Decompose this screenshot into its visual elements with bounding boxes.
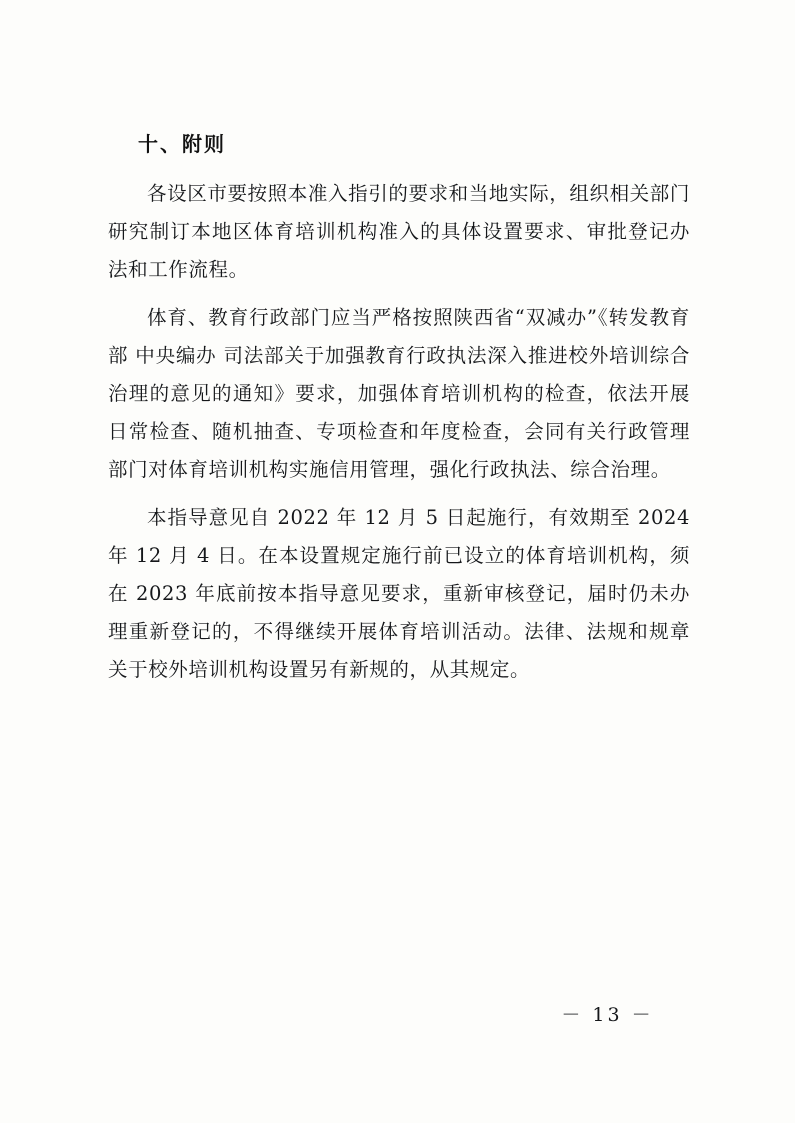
document-body <box>108 128 690 689</box>
section-heading: 十、附则 <box>138 132 226 156</box>
paragraph-2: 体育、教育行政部门应当严格按照陕西省“双减办”《转发教育部 中央编办 司法部关于加强教育行政执法深入推进校外培训综合治理的意见的通知》要求，加强体育培训机构的检查，依法开展日常检查、随机抽查、专项检查和年度检查，会同有关行政管理部门对体育培训机构实施信用管理，强化行政执法、综合治理。 <box>108 306 690 481</box>
page-number: － 13 － <box>561 1004 654 1026</box>
paragraph-1: 各设区市要按照本准入指引的要求和当地实际，组织相关部门研究制订本地区体育培训机构准入的具体设置要求、审批登记办法和工作流程。 <box>108 182 690 281</box>
paragraph-3: 本指导意见自 2022 年 12 月 5 日起施行，有效期至 2024 年 12 月 4 日。在本设置规定施行前已设立的体育培训机构，须在 2023 年底前按本指导意见要求，重新审核登记，届时仍未办理重新登记的，不得继续开展体育培训活动。法律、法规和规章关于校外培训机构设置另有新规的，从其规定。 <box>108 506 690 681</box>
